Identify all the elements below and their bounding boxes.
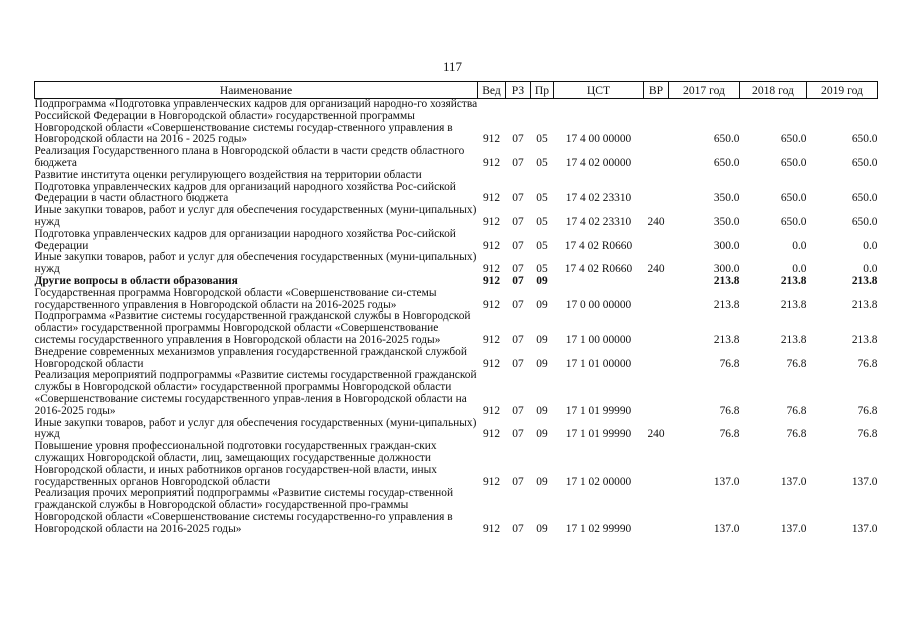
cell-ved: 912 xyxy=(482,522,501,535)
cell-ved: 912 xyxy=(482,475,501,488)
cell-rz: 07 xyxy=(512,298,524,311)
cell-rz: 07 xyxy=(512,475,524,488)
cell-rz: 07 xyxy=(512,192,524,205)
cell-2017: 650.0 xyxy=(713,133,740,146)
column-header-rz: РЗ xyxy=(506,82,531,99)
cell-cst: 17 4 02 23310 xyxy=(565,215,632,228)
cell-rz: 07 xyxy=(512,357,524,370)
cell-name: Подготовка управленческих кадров для организации народного хозяйства Рос-сийской Федерации xyxy=(34,227,456,252)
cell-cst: 17 4 02 23310 xyxy=(565,192,632,205)
cell-2017: 76.8 xyxy=(719,404,740,417)
cell-ved: 912 xyxy=(482,274,501,287)
cell-name: Реализация мероприятий подпрограммы «Развитие системы государственной гражданской службы в Новгородской области» государственной программы Новгородской области «Совершенствование системы государственного управ-ления в Новгородской области на 2016-2025 годы» xyxy=(34,369,477,417)
table-row xyxy=(35,276,878,288)
cell-2019: 137.0 xyxy=(851,522,878,535)
column-header-ved: Вед xyxy=(478,82,506,99)
table-header-row xyxy=(35,82,878,99)
cell-name: Иные закупки товаров, работ и услуг для обеспечения государственных (муни-ципальных) нужд xyxy=(34,251,477,276)
cell-name: Подпрограмма «Развитие системы государственной гражданской службы в Новгородской области» государственной программы Новгородской области «Совершенствование системы государственного управления в Новгородской области на 2016-2025 годы» xyxy=(34,310,471,346)
cell-rz: 07 xyxy=(512,404,524,417)
cell-name: Развитие института оценки регулирующего воздействия на территории области Подготовка управленческих кадров для организаций народного хозяйства Рос-сийской Федерации в части областного бюджета xyxy=(34,168,456,205)
cell-name: Внедрение современных механизмов управления государственной гражданской службой Новгородской области xyxy=(34,345,467,370)
cell-name: Иные закупки товаров, работ и услуг для обеспечения государственных (муни-ципальных) нужд xyxy=(34,416,477,441)
cell-2019: 137.0 xyxy=(851,475,878,488)
cell-rz: 07 xyxy=(512,274,524,287)
cell-rz: 07 xyxy=(512,156,524,169)
table-row xyxy=(35,146,878,170)
cell-2019: 76.8 xyxy=(857,428,878,441)
column-header-cst: ЦСТ xyxy=(554,82,644,99)
cell-2017: 350.0 xyxy=(713,215,740,228)
table-row xyxy=(35,441,878,488)
cell-2019: 76.8 xyxy=(857,357,878,370)
cell-ved: 912 xyxy=(482,133,501,146)
cell-2017: 76.8 xyxy=(719,428,740,441)
cell-pr: 05 xyxy=(536,215,548,228)
cell-pr: 09 xyxy=(536,333,548,346)
cell-2018: 0.0 xyxy=(792,263,807,276)
cell-pr: 05 xyxy=(536,263,548,276)
cell-2019: 76.8 xyxy=(857,404,878,417)
cell-pr: 09 xyxy=(536,404,548,417)
table-row xyxy=(35,488,878,535)
table-row xyxy=(35,252,878,276)
cell-cst xyxy=(554,276,644,288)
cell-2017: 650.0 xyxy=(713,156,740,169)
cell-rz: 07 xyxy=(512,522,524,535)
cell-rz: 07 xyxy=(512,263,524,276)
cell-2018: 76.8 xyxy=(786,357,807,370)
cell-name: Другие вопросы в области образования xyxy=(34,274,238,287)
column-header-2017: 2017 год xyxy=(669,82,740,99)
cell-pr: 09 xyxy=(536,357,548,370)
cell-2017: 300.0 xyxy=(713,263,740,276)
cell-pr: 05 xyxy=(536,133,548,146)
cell-vr xyxy=(644,488,669,535)
cell-cst: 17 4 02 00000 xyxy=(565,156,632,169)
cell-rz: 07 xyxy=(512,428,524,441)
cell-vr xyxy=(644,99,669,147)
cell-2019: 213.8 xyxy=(851,274,878,287)
cell-2018: 0.0 xyxy=(792,239,807,252)
budget-table xyxy=(34,81,878,535)
cell-name: Реализация прочих мероприятий подпрограммы «Развитие системы государ-ственной гражданской службы в Новгородской области» государственной про-граммы Новгородской области «Совершенствование системы государственно-го управления в Новгородской области на 2016-2025 годы» xyxy=(34,487,454,535)
cell-vr xyxy=(644,229,669,253)
cell-2017: 300.0 xyxy=(713,239,740,252)
cell-2018: 650.0 xyxy=(780,156,807,169)
cell-vr: 240 xyxy=(647,428,665,441)
cell-cst: 17 4 00 00000 xyxy=(565,133,632,146)
cell-vr xyxy=(644,170,669,205)
table-row xyxy=(35,418,878,442)
cell-2018: 137.0 xyxy=(780,475,807,488)
cell-rz: 07 xyxy=(512,133,524,146)
cell-vr xyxy=(644,370,669,417)
table-row xyxy=(35,311,878,346)
cell-rz: 07 xyxy=(512,239,524,252)
cell-cst: 17 1 02 99990 xyxy=(565,522,632,535)
column-header-2018: 2018 год xyxy=(740,82,807,99)
cell-name: Реализация Государственного плана в Новгородской области в части средств областного бюджета xyxy=(34,145,465,169)
cell-2018: 650.0 xyxy=(780,192,807,205)
cell-2019: 650.0 xyxy=(851,133,878,146)
table-row xyxy=(35,288,878,312)
cell-2018: 650.0 xyxy=(780,133,807,146)
table-row xyxy=(35,170,878,205)
cell-rz: 07 xyxy=(512,333,524,346)
cell-ved: 912 xyxy=(482,357,501,370)
cell-2019: 0.0 xyxy=(863,239,878,252)
table-row xyxy=(35,347,878,371)
cell-pr: 09 xyxy=(536,475,548,488)
cell-2018: 213.8 xyxy=(780,298,807,311)
cell-2019: 213.8 xyxy=(851,298,878,311)
cell-ved: 912 xyxy=(482,404,501,417)
page-number: 117 xyxy=(442,59,463,74)
cell-2017: 213.8 xyxy=(713,333,740,346)
cell-cst: 17 4 02 R0660 xyxy=(564,239,633,252)
cell-2018: 213.8 xyxy=(780,274,807,287)
table-row xyxy=(35,99,878,147)
cell-ved: 912 xyxy=(482,263,501,276)
cell-ved: 912 xyxy=(482,239,501,252)
column-header-vr: ВР xyxy=(644,82,669,99)
cell-2019: 213.8 xyxy=(851,333,878,346)
cell-ved: 912 xyxy=(482,156,501,169)
cell-ved: 912 xyxy=(482,215,501,228)
cell-cst: 17 4 02 R0660 xyxy=(564,263,633,276)
cell-2017: 137.0 xyxy=(713,522,740,535)
cell-2018: 213.8 xyxy=(780,333,807,346)
cell-pr: 05 xyxy=(536,239,548,252)
table-row xyxy=(35,205,878,229)
cell-pr: 09 xyxy=(536,274,548,287)
cell-pr: 09 xyxy=(536,298,548,311)
cell-rz: 07 xyxy=(512,215,524,228)
cell-cst: 17 1 01 99990 xyxy=(565,428,632,441)
cell-ved: 912 xyxy=(482,192,501,205)
cell-2017: 213.8 xyxy=(713,274,740,287)
cell-cst: 17 1 01 00000 xyxy=(565,357,632,370)
cell-pr: 05 xyxy=(536,192,548,205)
cell-pr: 09 xyxy=(536,522,548,535)
cell-vr xyxy=(644,311,669,346)
cell-2017: 213.8 xyxy=(713,298,740,311)
cell-vr xyxy=(644,288,669,312)
cell-cst: 17 1 00 00000 xyxy=(565,333,632,346)
cell-2019: 650.0 xyxy=(851,192,878,205)
cell-name: Государственная программа Новгородской области «Совершенствование си-стемы государственного управления в Новгородской области на 2016-2025 годы» xyxy=(34,286,437,311)
cell-name: Подпрограмма «Подготовка управленческих кадров для организаций народно-го хозяйства Российской Федерации в Новгородской области» государственной программы Новгородской области «Совершенствование системы государ-ственного управления в Новгородской области на 2016 - 2025 годы» xyxy=(34,98,478,146)
cell-name: Повышение уровня профессиональной подготовки государственных граждан-ских служащих Новгородской области, лиц, замещающих государственные должности Новгородской области, и иных работников органов государствен-ной власти, иных государственных органов Новгородской области xyxy=(34,440,437,488)
cell-2019: 0.0 xyxy=(863,263,878,276)
cell-2018: 76.8 xyxy=(786,428,807,441)
column-header-pr: Пр xyxy=(531,82,554,99)
cell-cst: 17 1 01 99990 xyxy=(565,404,632,417)
cell-name: Иные закупки товаров, работ и услуг для обеспечения государственных (муни-ципальных) нужд xyxy=(34,204,477,228)
cell-cst: 17 1 02 00000 xyxy=(565,475,632,488)
cell-ved: 912 xyxy=(482,298,501,311)
column-header-2019: 2019 год xyxy=(807,82,878,99)
table-row xyxy=(35,229,878,253)
cell-2017: 350.0 xyxy=(713,192,740,205)
cell-vr xyxy=(644,347,669,371)
cell-2017: 137.0 xyxy=(713,475,740,488)
cell-vr xyxy=(644,276,669,288)
cell-ved: 912 xyxy=(482,333,501,346)
cell-2018: 650.0 xyxy=(780,215,807,228)
cell-pr: 05 xyxy=(536,156,548,169)
cell-vr xyxy=(644,146,669,170)
cell-ved: 912 xyxy=(482,428,501,441)
cell-vr xyxy=(644,441,669,488)
cell-2017: 76.8 xyxy=(719,357,740,370)
table-row xyxy=(35,370,878,417)
cell-2018: 137.0 xyxy=(780,522,807,535)
cell-2019: 650.0 xyxy=(851,156,878,169)
cell-2018: 76.8 xyxy=(786,404,807,417)
cell-cst: 17 0 00 00000 xyxy=(565,298,632,311)
cell-vr: 240 xyxy=(647,215,665,228)
cell-pr: 09 xyxy=(536,428,548,441)
cell-2019: 650.0 xyxy=(851,215,878,228)
column-header-name: Наименование xyxy=(35,82,478,99)
cell-vr: 240 xyxy=(647,263,665,276)
